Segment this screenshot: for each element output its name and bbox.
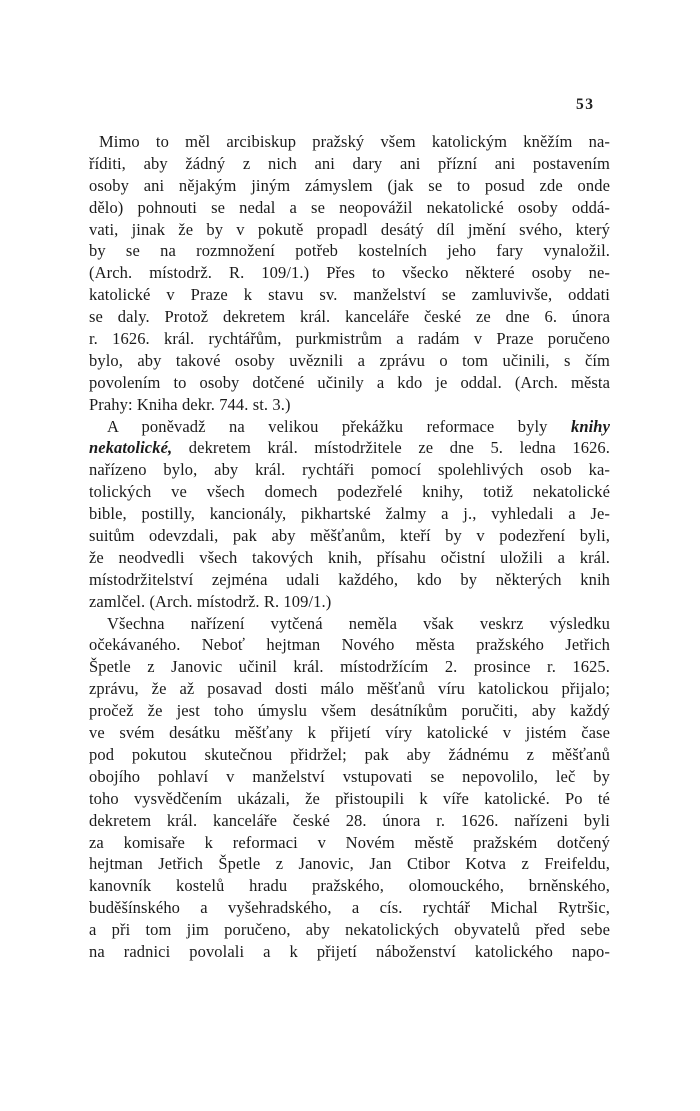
text-segment: místodržitelství zejména udali každého, kdo by některých knih [89,569,610,589]
text-segment: dekretem král. místodržitele ze dne 5. ledna 1626. [172,438,610,458]
text-line [89,853,610,875]
text-line [89,897,610,919]
text-line [89,372,610,394]
text-line [89,131,610,153]
text-line [89,459,610,481]
text-segment: bylo, aby takové osoby uvěznili a zprávu o tom učinili, s čím [89,350,610,370]
text-segment: ve svém desátku měšťany k přijetí víry katolické v jistém čase [89,723,610,743]
text-segment: povolením to osoby dotčené učinily a kdo je oddal. (Arch. města [89,372,610,392]
paragraph [89,613,610,963]
text-line [89,284,610,306]
text-line [89,525,610,547]
text-segment: Všechna nařízení vytčená neměla však veskrz výsledku [107,613,610,633]
text-segment: nařízeno bylo, aby král. rychtáři pomocí spolehlivých osob ka- [89,460,610,480]
emphasis-text: nekatolické, [89,438,173,458]
text-line [89,175,610,197]
text-line [89,416,610,438]
text-line [89,219,610,241]
text-segment: za komisaře k reformaci v Novém městě pražském dotčený [89,832,610,852]
text-segment: dekretem král. kanceláře české 28. února r. 1626. nařízeni byli [89,810,610,830]
text-segment: (Arch. místodrž. R. 109/1.) Přes to všecko některé osoby ne- [89,263,610,283]
emphasis-text: knihy [570,416,610,436]
text-line [89,328,610,350]
text-line [89,788,610,810]
text-line [89,722,610,744]
text-segment: pod pokutou skutečnou přidržel; pak aby žádnému z měšťanů [89,744,610,764]
text-segment: osoby ani nějakým jiným zámyslem (jak se to posud zde onde [89,175,610,195]
text-line [89,700,610,722]
paragraph [89,131,610,416]
text-segment: kanovník kostelů hradu pražského, olomouckého, brněnského, [89,876,610,896]
text-segment: říditi, aby žádný z nich ani dary ani přízní ani postavením [89,153,610,173]
text-line [89,394,610,416]
text-line [89,481,610,503]
text-line [89,941,610,963]
text-segment: Prahy: Kniha dekr. 744. st. 3.) [89,394,291,414]
text-segment: že neodvedli všech takových knih, přísahu očistní uložili a král. [89,547,610,567]
text-segment: suitům odevzdali, pak aby měšťanům, kteří by v podezření byli, [89,526,610,546]
text-segment: hejtman Jetřich Špetle z Janovic, Jan Ctibor Kotva z Freifeldu, [89,854,610,874]
text-segment: Špetle z Janovic učinil král. místodržícím 2. prosince r. 1625. [89,657,610,677]
text-segment: dělo) pohnouti se nedal a se neopovážil nekatolické osoby oddá- [89,197,610,217]
text-line [89,766,610,788]
text-segment: buděšínského a vyšehradského, a cís. rychtář Michal Rytršic, [89,898,610,918]
text-segment: tolických ve všech domech podezřelé knihy, totiž nekatolické [89,482,610,502]
text-line [89,569,610,591]
text-line [89,678,610,700]
text-line [89,437,610,459]
text-line [89,919,610,941]
text-line [89,832,610,854]
text-line [89,875,610,897]
text-line [89,240,610,262]
text-line [89,744,610,766]
text-line [89,503,610,525]
paragraph [89,416,610,613]
text-line [89,591,610,613]
text-line [89,810,610,832]
text-segment: se daly. Protož dekretem král. kanceláře české ze dne 6. února [89,307,610,327]
text-line [89,262,610,284]
page-number: 53 [576,96,595,113]
text-line [89,197,610,219]
text-segment: toho vysvědčením ukázali, že přistoupili k víře katolické. Po té [89,788,610,808]
text-segment: na radnici povolali a k přijetí náboženství katolického napo- [89,941,610,961]
text-segment: Mimo to měl arcibiskup pražský všem katolickým kněžím na- [99,132,610,151]
text-segment: obojího pohlaví v manželství vstupovati se nepovolilo, leč by [89,766,610,786]
text-segment: pročež že jest toho úmyslu všem desátníkům poručiti, aby každý [89,701,610,721]
text-line [89,634,610,656]
text-line [89,350,610,372]
text-segment: bible, postilly, kancionály, pikhartské žalmy a j., vyhledali a Je- [89,504,610,524]
text-segment: by se na rozmnožení potřeb kostelních jeho fary vynaložil. [89,241,610,261]
text-segment: A poněvadž na velikou překážku reformace byly [107,416,571,436]
text-line [89,306,610,328]
text-block [89,131,610,963]
text-segment: r. 1626. král. rychtářům, purkmistrům a radám v Praze poručeno [89,329,610,349]
text-segment: vati, jinak že by v pokutě propadl desátý díl jmění svého, který [89,219,610,239]
text-segment: zprávu, že až posavad dosti málo měšťanů víru katolickou přijalo; [89,679,610,699]
text-line [89,613,610,635]
text-segment: katolické v Praze k stavu sv. manželství se zamluvivše, oddati [89,285,610,305]
text-line [89,656,610,678]
text-line [89,153,610,175]
text-segment: zamlčel. (Arch. místodrž. R. 109/1.) [89,591,332,611]
text-line [89,547,610,569]
text-segment: a při tom jim poručeno, aby nekatolických obyvatelů před sebe [89,920,610,940]
text-segment: očekávaného. Neboť hejtman Nového města pražského Jetřich [89,635,610,655]
